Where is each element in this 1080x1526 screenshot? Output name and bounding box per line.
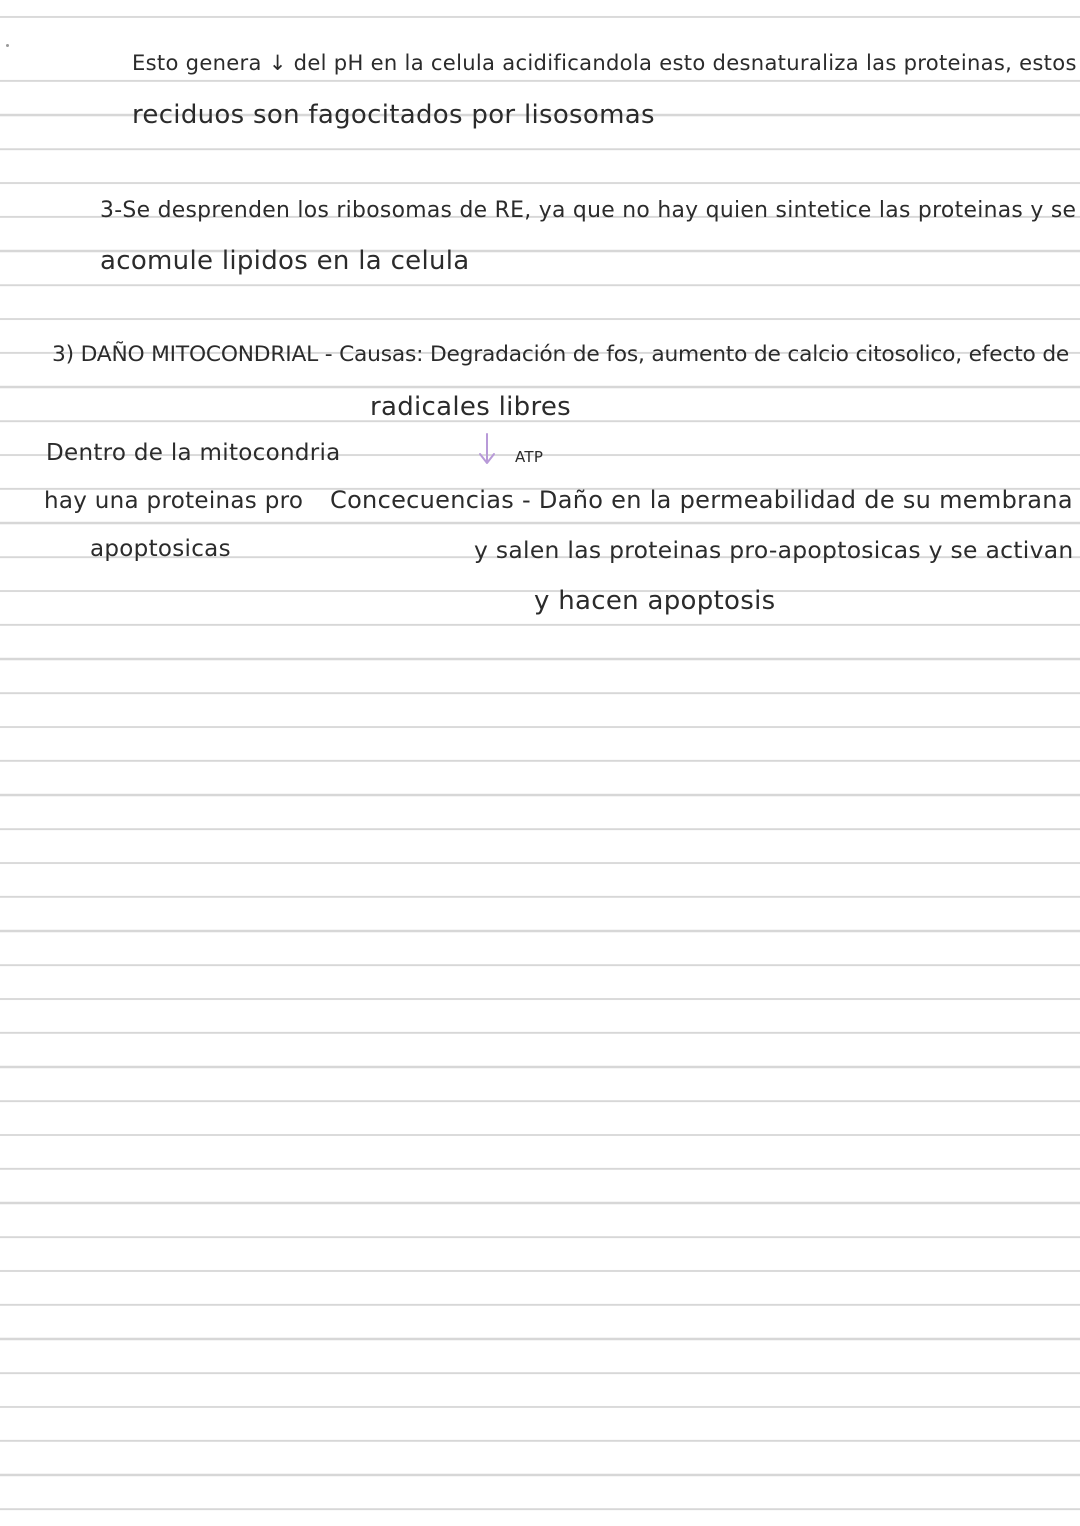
side-note-line-1: Dentro de la mitocondria [46,440,341,466]
paragraph-2-line-2: acomule lipidos en la celula [100,246,470,276]
margin-dot [6,44,9,47]
atp-label: ATP [515,448,544,466]
consequences-line-2: y salen las proteinas pro-apoptosicas y se activan [474,536,1074,564]
consequences-line-1: Concecuencias - Daño en la permeabilidad de su membrana [330,486,1073,514]
paragraph-2-line-1: 3-Se desprenden los ribosomas de RE, ya que no hay quien sintetice las proteinas y se [100,198,1077,223]
causes-continued: radicales libres [370,392,572,422]
down-arrow-icon [477,432,497,468]
side-note-line-2: hay una proteinas pro [44,488,304,514]
section-3-heading: 3) DAÑO MITOCONDRIAL - Causas: Degradación de fos, aumento de calcio citosolico, efecto de [52,342,1070,367]
side-note-line-3: apoptosicas [90,536,231,562]
paragraph-1-line-1: Esto genera ↓ del pH en la celula acidificandola esto desnaturaliza las proteinas, estos [132,50,1077,75]
consequences-line-3: y hacen apoptosis [534,586,776,616]
paragraph-1-line-2: reciduos son fagocitados por lisosomas [132,100,655,130]
